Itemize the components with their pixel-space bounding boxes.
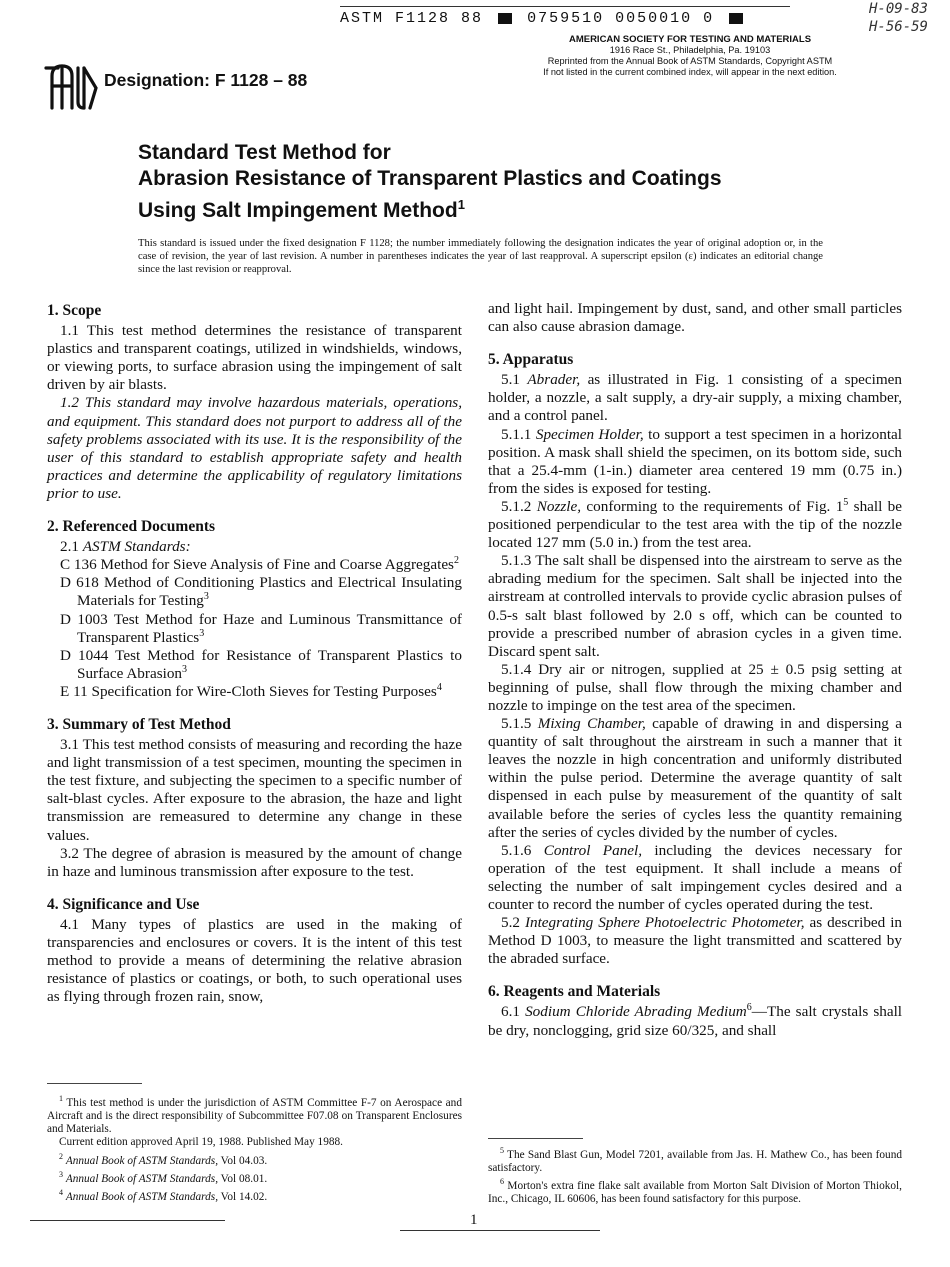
footer-rule-center [400, 1230, 600, 1231]
document-id-strip [340, 10, 747, 27]
paragraph-5-1-1: 5.1.1 Specimen Holder, to support a test specimen in a horizontal position. A mask shall shield the specimen, on its bottom side, such that a 25.4-mm (1-in.) diameter area centered 19 mm (0.75 in.) from the sides is exposed for testing. [488, 425, 903, 497]
section-heading-reagents: 6. Reagents and Materials [488, 983, 661, 1001]
paragraph-5-1: 5.1 Abrader, as illustrated in Fig. 1 consisting of a specimen holder, a nozzle, a salt supply, a dry-air supply, a mixing chamber, and a control panel. [488, 371, 903, 425]
page-number: 1 [470, 1212, 478, 1228]
paragraph-5-1-5: 5.1.5 Mixing Chamber, capable of drawing in and dispersing a quantity of salt throughout the airstream in such a manner that it leaves the nozzle in high concentration and uniformly distributed within the pulse period. Determine the average quantity of salt dispensed in each pulse by measurement of the quantity of salt available before the series of cycles less the quantity remaining after the series of cycles divided by the number of cycles. [488, 715, 902, 841]
preamble: This standard is issued under the fixed designation F 1128; the number immediately following the designation indicates the year of original adoption or, in the case of revision, the year of last revision. A number in parentheses indicates the year of last reapproval. A superscript epsilon (ε) indicates an editorial change since the last revision or reapproval. [138, 238, 823, 275]
barcode-block [498, 13, 512, 24]
footnote-3: $^3$ Annual Book of ASTM Standards, Vol 08.01. [59, 1169, 268, 1185]
paragraph-1-2: 1.2 This standard may involve hazardous materials, operations, and equipment. This standard does not purport to address all of the safety problems associated with its use. It is the responsibility of the user of this standard to establish appropriate safety and health practices and determine the applicability of regulatory limitations prior to use. [47, 394, 462, 502]
reference-item: D 1003 Test Method for Haze and Luminous Transmittance of Transparent Plastics$^3$ [60, 610, 462, 646]
footnote-rule [47, 1083, 142, 1084]
handwritten-notes [869, 0, 928, 36]
paragraph-4-1-continued: and light hail. Impingement by dust, sand, and other small particles can also cause abrasion damage. [488, 300, 902, 336]
barcode-text-1: ASTM F1128 88 [340, 10, 484, 27]
handwritten-note-2: H-56-59 [868, 19, 928, 35]
title-footnote-mark: 1 [457, 197, 465, 212]
footnote-2: $^2$ Annual Book of ASTM Standards, Vol 04.03. [59, 1151, 268, 1167]
footer-rule-left [30, 1220, 225, 1221]
reference-item: D 1044 Test Method for Resistance of Transparent Plastics to Surface Abrasion$^3$ [60, 646, 462, 682]
section-heading-referenced-documents: 2. Referenced Documents [47, 518, 216, 536]
reference-item: E 11 Specification for Wire-Cloth Sieves for Testing Purposes$^4$ [60, 681, 442, 700]
paragraph-5-1-4: 5.1.4 Dry air or nitrogen, supplied at 25 ± 0.5 psig setting at beginning of pulse, shall flow through the mixing chamber and nozzle to impinge on the test area of the specimen. [488, 660, 902, 714]
left-column [47, 300, 462, 1006]
title-line-1: Standard Test Method for [138, 141, 391, 164]
astm-logo-icon [44, 62, 100, 112]
paragraph-4-1: 4.1 Many types of plastics are used in the making of transparencies and enclosures or covers. It is the intent of this test method to provide a means of determining the relative abrasion resistance of plastics or coatings, or both, to such operational uses as flying through frozen rain, snow, [47, 915, 462, 1006]
paragraph-6-1: 6.1 Sodium Chloride Abrading Medium$^6$—The salt crystals shall be dry, nonclogging, grid size 60/325, and shall [488, 1002, 903, 1039]
footnote-1: $^1$ This test method is under the jurisdiction of ASTM Committee F-7 on Aerospace and Aircraft and is the direct responsibility of Subcommittee F07.08 on Transparent Enclosures and Materials. [47, 1094, 462, 1136]
handwritten-note-1: H-09-83 [868, 1, 928, 17]
society-name: AMERICAN SOCIETY FOR TESTING AND MATERIALS [568, 34, 812, 45]
footnote-4: $^4$ Annual Book of ASTM Standards, Vol 14.02. [59, 1187, 268, 1203]
society-block [490, 34, 890, 78]
footnote-6: $^6$ Morton's extra fine flake salt available from Morton Salt Division of Morton Thiokol, Inc., Chicago, IL 60606, has been found satisfactory for this purpose. [488, 1177, 902, 1206]
paragraph-1-1: 1.1 This test method determines the resistance of transparent plastics and transparent coatings, utilized in windshields, windows, or viewing ports, to surface abrasion using the impingement of salt driven by air blasts. [47, 322, 462, 394]
barcode-block [729, 13, 743, 24]
paragraph-5-1-6: 5.1.6 Control Panel, including the devices necessary for operation of the test equipment. It shall include a means of selecting the number of salt impingement cycles desired and a counter to record the number of cycles operated during the test. [488, 841, 903, 913]
footnote-5: $^5$ The Sand Blast Gun, Model 7201, available from Jas. H. Mathew Co., has been found satisfactory. [488, 1146, 902, 1174]
barcode-text-2: 0759510 0050010 0 [527, 10, 715, 27]
footnotes-left [47, 1083, 462, 1203]
paragraph-2-1: 2.1 ASTM Standards: [60, 538, 191, 556]
header-rule [340, 6, 790, 7]
paragraph-3-2: 3.2 The degree of abrasion is measured by the amount of change in haze and luminous transmission after exposure to the test. [47, 844, 462, 880]
reprint-note: Reprinted from the Annual Book of ASTM Standards, Copyright ASTM [547, 56, 833, 66]
section-heading-apparatus: 5. Apparatus [488, 351, 574, 369]
footnotes-right [488, 1138, 902, 1206]
footnote-edition: Current edition approved April 19, 1988. Published May 1988. [59, 1136, 343, 1149]
footnote-rule [488, 1138, 583, 1139]
society-address: 1916 Race St., Philadelphia, Pa. 19103 [609, 45, 771, 55]
section-heading-scope: 1. Scope [47, 302, 102, 319]
index-note: If not listed in the current combined index, will appear in the next edition. [543, 67, 837, 77]
paragraph-5-1-2: 5.1.2 Nozzle, conforming to the requirements of Fig. $1^5$ shall be positioned perpendicular to the test area with the tip of the nozzle located 127 mm (5.0 in.) from the test area. [488, 496, 903, 552]
paragraph-3-1: 3.1 This test method consists of measuring and recording the haze and light transmission of a test specimen, mounting the specimen in the test fixture, and subjecting the specimen to a specific number of salt-blast cycles. After exposure to the abrasion, the haze and light transmission are remeasured to determine any change in these values. [47, 736, 462, 844]
paragraph-5-1-3: 5.1.3 The salt shall be dispensed into the airstream to serve as the abrading medium for the specimen. Salt shall be injected into the airstream at controlled intervals to provide cyclic abrasion pulses of 0.5-s salt blast followed by 2.0 s off, which can be counted to provide a prescribed number of abrasion cycles in a given time. Discard spent salt. [488, 552, 902, 660]
right-column [488, 300, 902, 1040]
reference-item: D 618 Method of Conditioning Plastics and Electrical Insulating Materials for Testing$^3$ [60, 574, 462, 610]
section-heading-significance: 4. Significance and Use [47, 895, 200, 913]
page-title [138, 140, 858, 224]
title-line-2: Abrasion Resistance of Transparent Plastics and Coatings [138, 167, 722, 190]
designation: Designation: F 1128 – 88 [104, 70, 308, 90]
section-heading-summary: 3. Summary of Test Method [47, 715, 231, 733]
title-line-3: Using Salt Impingement Method$^1$ [138, 197, 465, 222]
reference-item: C 136 Method for Sieve Analysis of Fine and Coarse Aggregates$^2$ [60, 555, 459, 574]
paragraph-5-2: 5.2 Integrating Sphere Photoelectric Photometer, as described in Method D 1003, to measure the light transmitted and scattered by the abraded surface. [488, 914, 903, 968]
